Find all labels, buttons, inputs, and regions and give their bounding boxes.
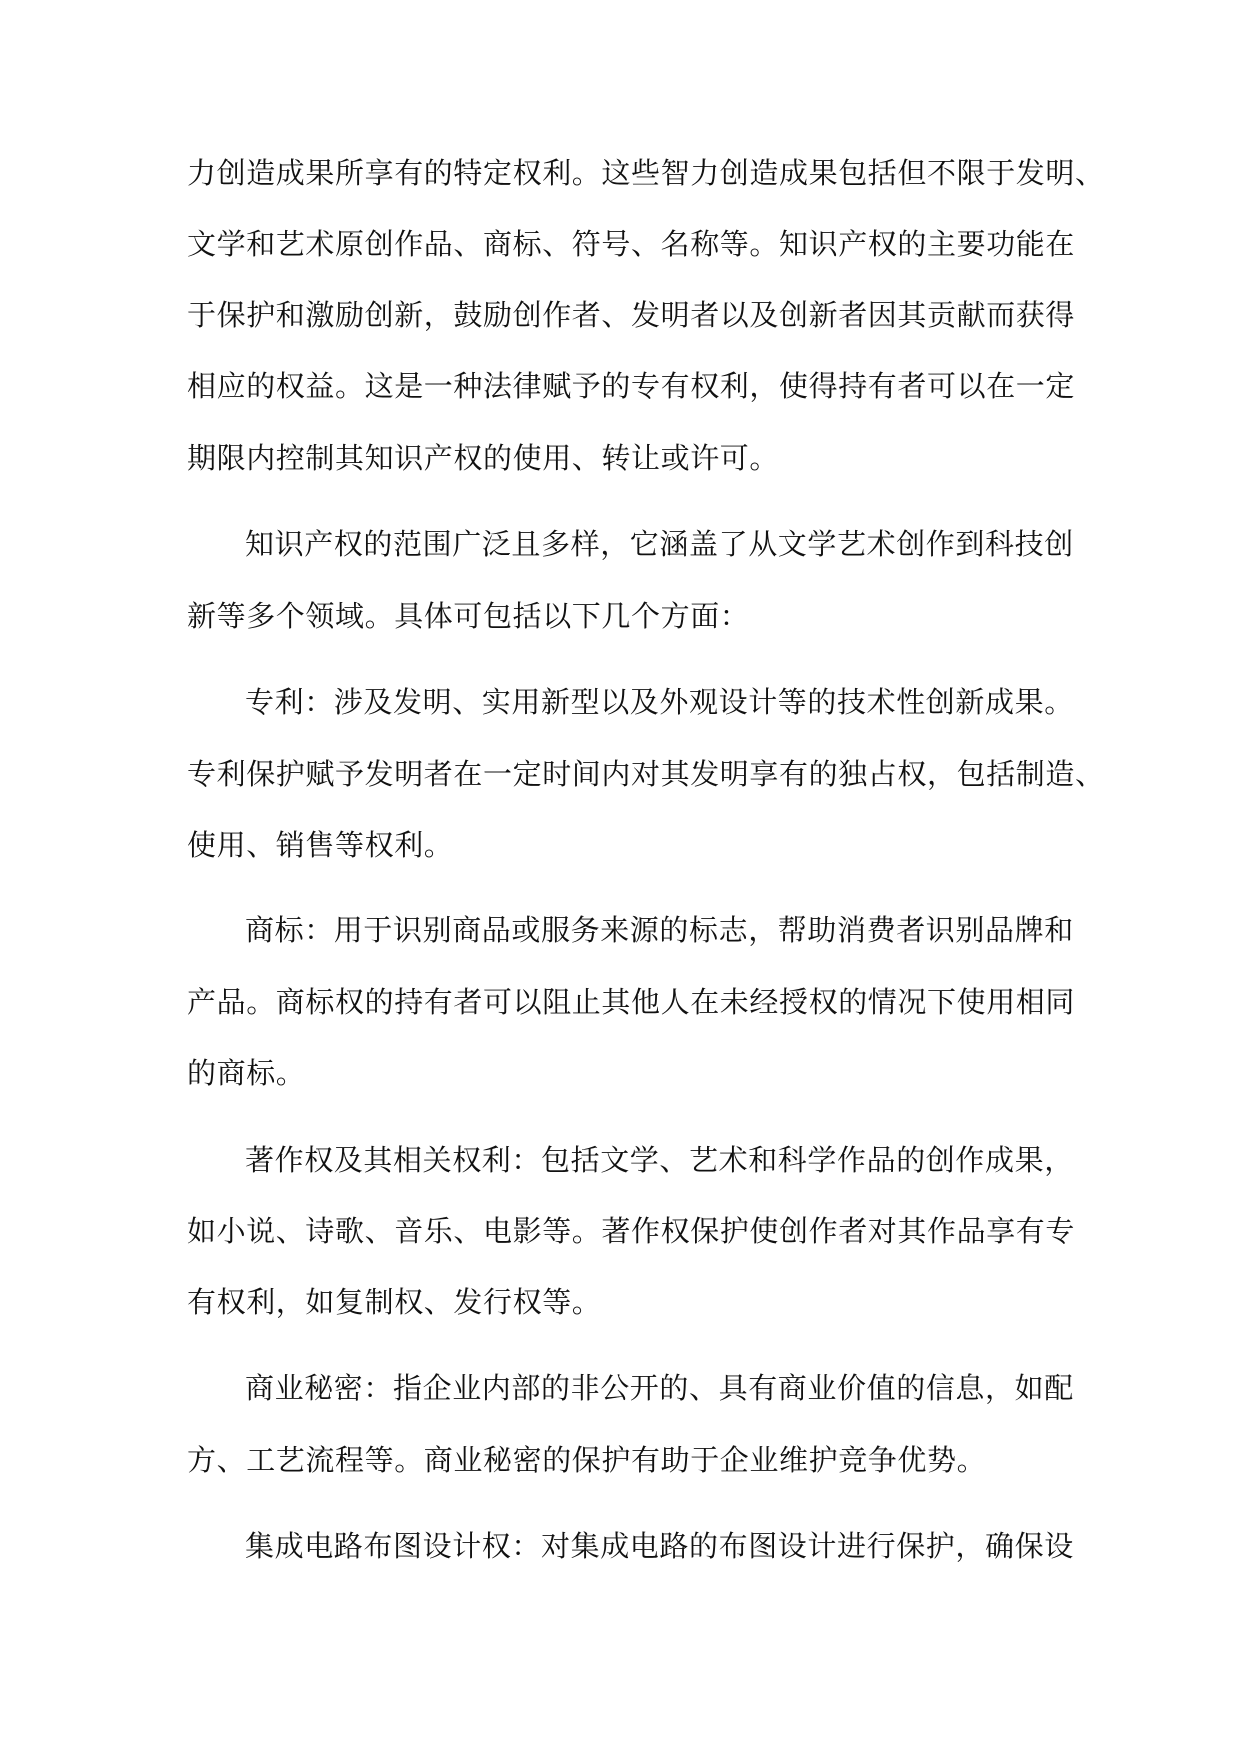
text-line: 使用、销售等权利。 xyxy=(187,828,454,862)
text-line: 专利保护赋予发明者在一定时间内对其发明享有的独占权，包括制造、 xyxy=(187,757,1105,791)
text-line: 文学和艺术原创作品、商标、符号、名称等。知识产权的主要功能在 xyxy=(187,227,1076,261)
text-line: 如小说、诗歌、音乐、电影等。著作权保护使创作者对其作品享有专 xyxy=(187,1214,1076,1248)
text-line: 期限内控制其知识产权的使用、转让或许可。 xyxy=(187,441,780,475)
text-line: 于保护和激励创新，鼓励创作者、发明者以及创新者因其贡献而获得 xyxy=(187,298,1076,332)
text-line: 商业秘密：指企业内部的非公开的、具有商业价值的信息，如配 xyxy=(245,1371,1074,1405)
text-line: 集成电路布图设计权：对集成电路的布图设计进行保护，确保设 xyxy=(245,1529,1074,1563)
text-line: 商标：用于识别商品或服务来源的标志，帮助消费者识别品牌和 xyxy=(245,913,1074,947)
text-line: 知识产权的范围广泛且多样，它涵盖了从文学艺术创作到科技创 xyxy=(245,527,1074,561)
text-line: 的商标。 xyxy=(187,1056,306,1090)
text-line: 专利：涉及发明、实用新型以及外观设计等的技术性创新成果。 xyxy=(245,685,1074,719)
text-line: 相应的权益。这是一种法律赋予的专有权利，使得持有者可以在一定 xyxy=(187,369,1076,403)
text-line: 著作权及其相关权利：包括文学、艺术和科学作品的创作成果， xyxy=(245,1143,1074,1177)
text-line: 有权利，如复制权、发行权等。 xyxy=(187,1285,602,1319)
text-line: 方、工艺流程等。商业秘密的保护有助于企业维护竞争优势。 xyxy=(187,1443,987,1477)
text-line: 产品。商标权的持有者可以阻止其他人在未经授权的情况下使用相同 xyxy=(187,985,1076,1019)
text-line: 力创造成果所享有的特定权利。这些智力创造成果包括但不限于发明、 xyxy=(187,156,1105,190)
text-line: 新等多个领域。具体可包括以下几个方面： xyxy=(187,599,750,633)
